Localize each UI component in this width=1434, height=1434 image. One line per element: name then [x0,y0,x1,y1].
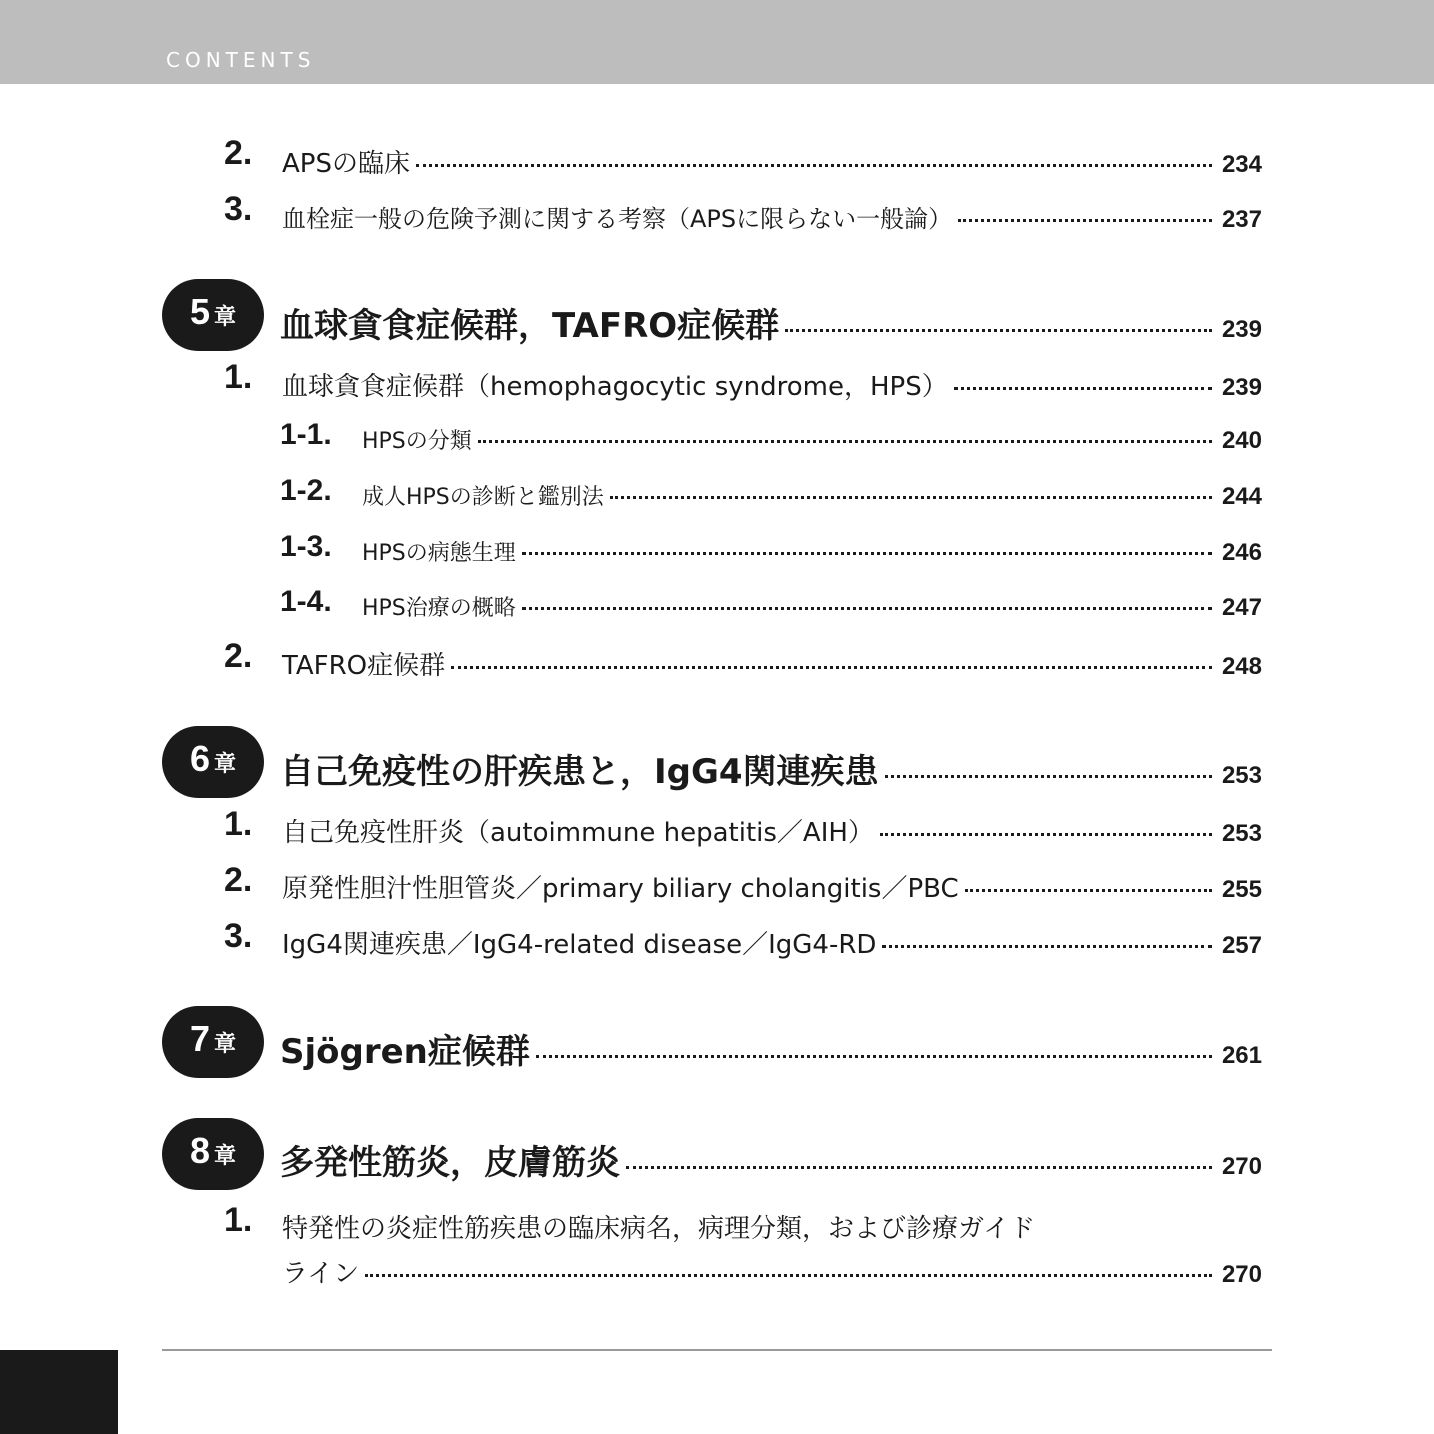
page-number: 247 [1221,594,1262,621]
dot-leader [478,440,1212,443]
entry-title: HPSの分類 [362,429,472,454]
entry-number: 1. [224,805,253,843]
entry-title: HPS治療の概略 [362,596,516,621]
chapter-badge-5 [162,279,264,351]
entry-title: 特発性の炎症性筋疾患の臨床病名，病理分類，および診療ガイド [282,1214,1036,1244]
entry-number: 3. [224,917,253,955]
entry-title: 自己免疫性肝炎（autoimmune hepatitis／AIH） [282,818,874,848]
entry-title: IgG4関連疾患／IgG4-related disease／IgG4-RD [282,930,877,960]
bottom-rule [162,1349,1272,1351]
chapter-label: 章 [214,1144,237,1169]
entry-number: 1-4. [280,585,332,618]
toc-chapter-8[interactable] [280,1135,1262,1184]
chapter-number: 7 [189,1018,210,1059]
chapter-number: 8 [189,1130,210,1171]
entry-title: 血栓症一般の危険予測に関する考察（APSに限らない一般論） [282,205,953,233]
dot-leader [365,1274,1212,1277]
entry-title: 血球貪食症候群（hemophagocytic syndrome，HPS） [282,372,948,402]
chapter-number: 6 [189,738,210,779]
entry-number: 1-1. [280,418,332,451]
toc-entry-myositis-line2[interactable] [282,1253,1262,1290]
page-number: 234 [1221,151,1262,178]
chapter-label: 章 [214,752,237,777]
entry-number: 1-2. [280,474,332,507]
page-number: 239 [1221,316,1262,343]
dot-leader [785,329,1212,332]
entry-title: 成人HPSの診断と鑑別法 [362,485,604,510]
chapter-title: Sjögren症候群 [280,1032,530,1072]
page-number: 255 [1221,876,1262,903]
header-label: CONTENTS [166,48,316,72]
page-number: 248 [1221,653,1262,680]
dot-leader [626,1166,1212,1169]
toc-entry-aps-clinical[interactable] [282,143,1262,180]
page-number: 244 [1221,483,1262,510]
dot-leader [965,889,1212,892]
entry-number: 1. [224,358,253,396]
dot-leader [451,666,1212,669]
chapter-title: 多発性筋炎，皮膚筋炎 [280,1143,620,1183]
toc-entry-igg4[interactable] [282,924,1262,961]
entry-number: 2. [224,861,253,899]
toc-entry-hps-pathophysiology[interactable] [362,536,1262,567]
toc-entry-hps[interactable] [282,366,1262,403]
entry-title: APSの臨床 [282,149,410,179]
chapter-badge-6 [162,726,264,798]
dot-leader [522,552,1212,555]
entry-title: HPSの病態生理 [362,541,516,566]
toc-entry-hps-diagnosis[interactable] [362,480,1262,511]
page-number: 270 [1221,1153,1262,1180]
page-number: 270 [1221,1261,1262,1288]
chapter-number: 5 [189,291,210,332]
toc-entry-myositis-line1[interactable] [282,1208,1262,1245]
dot-leader [416,164,1212,167]
chapter-badge-7 [162,1006,264,1078]
chapter-title: 自己免疫性の肝疾患と，IgG4関連疾患 [280,752,879,792]
page-number: 257 [1221,932,1262,959]
toc-entry-thrombosis[interactable] [282,199,1262,234]
dot-leader [522,607,1212,610]
toc-entry-hps-classification[interactable] [362,424,1262,455]
toc-entry-pbc[interactable] [282,868,1262,905]
entry-title-continued: ライン [282,1259,360,1289]
page-number: 239 [1221,374,1262,401]
dot-leader [954,387,1212,390]
entry-number: 3. [224,190,253,228]
header-band [0,0,1434,84]
page-number: 240 [1221,427,1262,454]
entry-number: 1-3. [280,530,332,563]
dot-leader [958,219,1212,222]
page-number: 237 [1221,206,1262,233]
entry-number: 2. [224,637,253,675]
dot-leader [882,945,1212,948]
toc-entry-hps-treatment[interactable] [362,591,1262,622]
toc-entry-aih[interactable] [282,812,1262,849]
chapter-title: 血球貪食症候群，TAFRO症候群 [280,306,780,346]
entry-number: 2. [224,134,253,172]
toc-chapter-6[interactable] [280,744,1262,793]
toc-chapter-5[interactable] [280,298,1262,347]
page-number: 253 [1221,820,1262,847]
entry-number: 1. [224,1201,253,1239]
dot-leader [536,1055,1212,1058]
dot-leader [885,775,1212,778]
dot-leader [880,833,1212,836]
toc-chapter-7[interactable] [280,1024,1262,1073]
page-number: 253 [1221,762,1262,789]
chapter-label: 章 [214,1032,237,1057]
page-number: 261 [1221,1042,1262,1069]
page-corner-tab [0,1350,118,1434]
chapter-badge-8 [162,1118,264,1190]
entry-title: TAFRO症候群 [282,651,446,681]
dot-leader [610,496,1212,499]
chapter-label: 章 [214,305,237,330]
entry-title: 原発性胆汁性胆管炎／primary biliary cholangitis／PBC [282,874,959,904]
page-number: 246 [1221,539,1262,566]
toc-entry-tafro[interactable] [282,645,1262,682]
